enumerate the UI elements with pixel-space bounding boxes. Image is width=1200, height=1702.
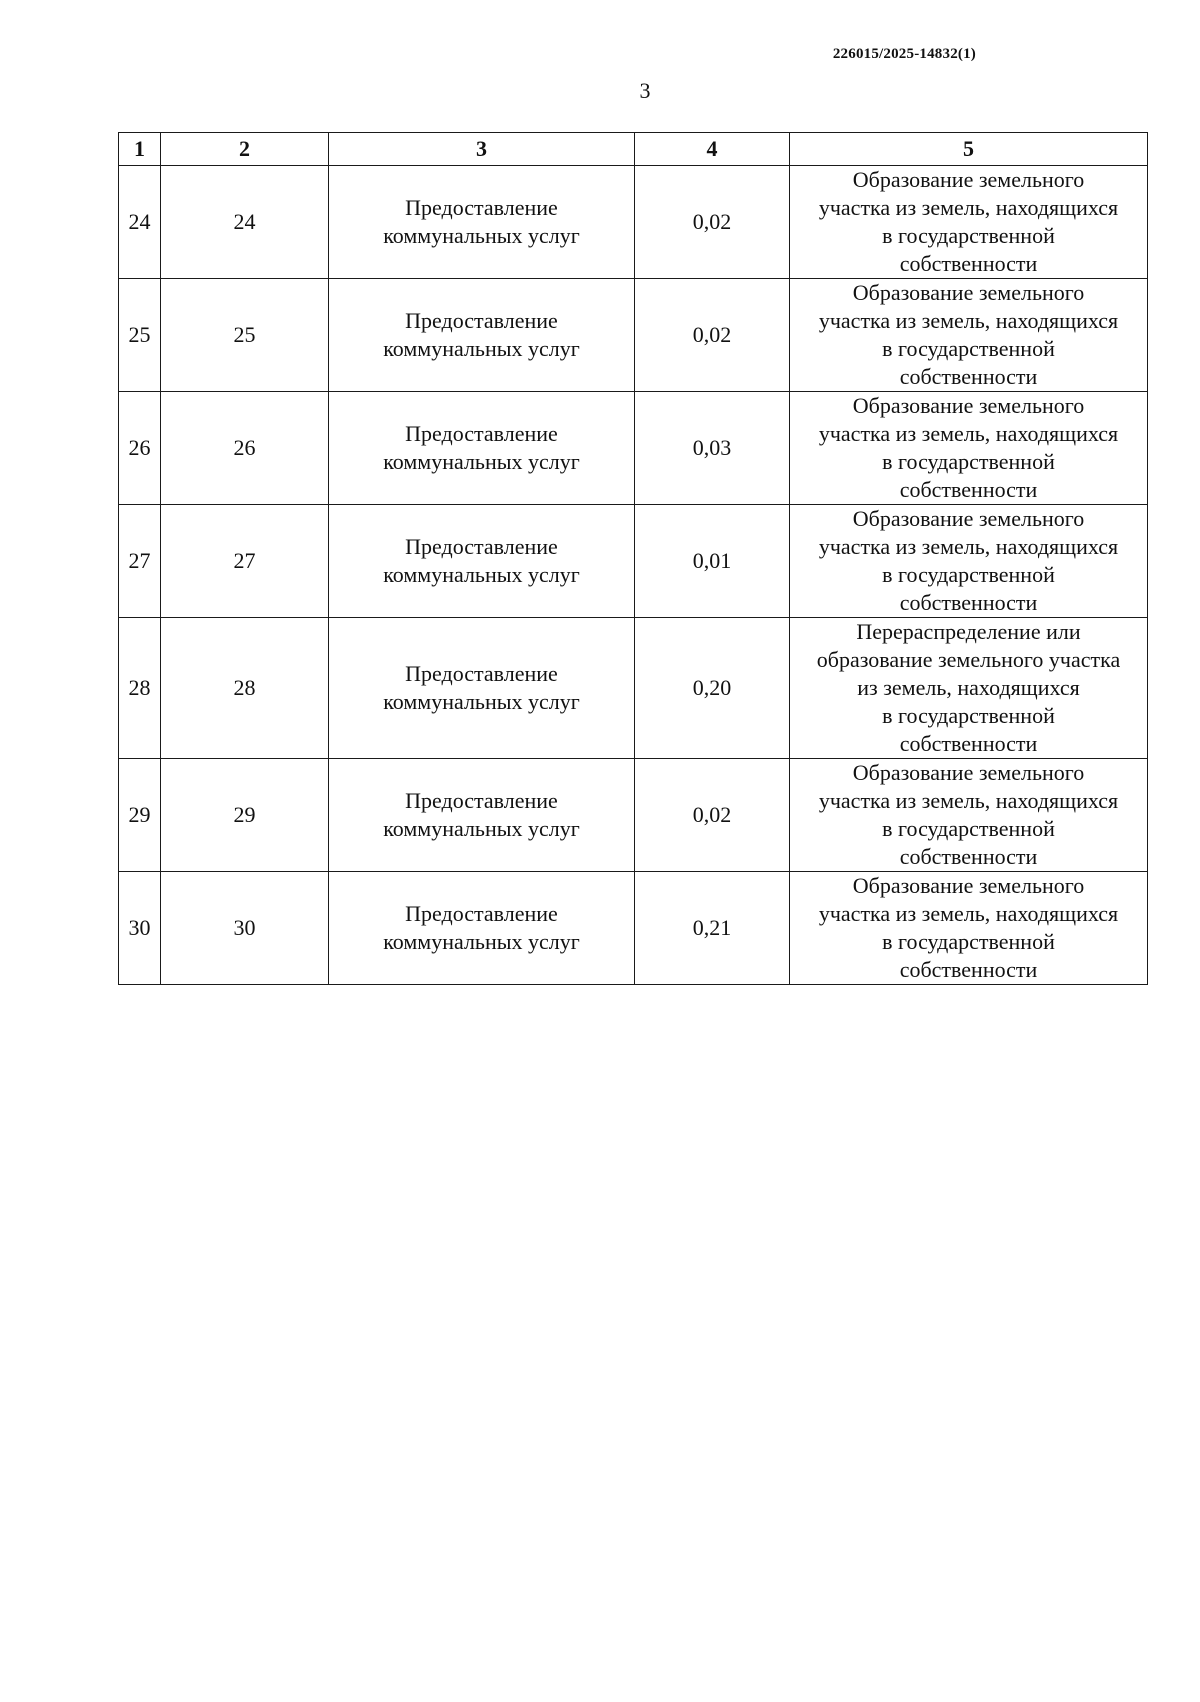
- table-row: [119, 872, 1148, 985]
- purpose-line: Предоставление: [405, 421, 558, 446]
- description-line: в государственной: [882, 929, 1055, 954]
- header-col-4: 4: [635, 133, 790, 166]
- cell-plot-number: 27: [161, 505, 329, 618]
- table-row: [119, 279, 1148, 392]
- purpose-line: коммунальных услуг: [383, 689, 580, 714]
- description-line: собственности: [899, 364, 1038, 389]
- cell-purpose: [329, 505, 635, 618]
- description-line: собственности: [899, 477, 1038, 502]
- description-line: собственности: [899, 590, 1038, 615]
- purpose-line: Предоставление: [405, 308, 558, 333]
- description-line: в государственной: [882, 703, 1055, 728]
- cell-area: 0,01: [635, 505, 790, 618]
- document-code: 226015/2025-14832(1): [832, 46, 976, 62]
- purpose-line: Предоставление: [405, 901, 558, 926]
- cell-area: 0,03: [635, 392, 790, 505]
- cell-number: 27: [119, 505, 161, 618]
- description-line: из земель, находящихся: [857, 675, 1080, 700]
- cell-area: 0,02: [635, 759, 790, 872]
- purpose-line: Предоставление: [405, 788, 558, 813]
- description-line: Перераспределение или: [856, 619, 1081, 644]
- description-line: участка из земель, находящихся: [818, 901, 1119, 926]
- header-col-2: 2: [161, 133, 329, 166]
- description-line: в государственной: [882, 223, 1055, 248]
- description-line: Образование земельного: [852, 506, 1085, 531]
- cell-area: 0,21: [635, 872, 790, 985]
- description-line: Образование земельного: [852, 280, 1085, 305]
- description-line: в государственной: [882, 336, 1055, 361]
- cell-purpose: [329, 166, 635, 279]
- cell-number: 28: [119, 618, 161, 759]
- purpose-line: Предоставление: [405, 534, 558, 559]
- land-plots-table: [118, 132, 1148, 985]
- purpose-line: коммунальных услуг: [383, 223, 580, 248]
- cell-number: 29: [119, 759, 161, 872]
- description-line: Образование земельного: [852, 760, 1085, 785]
- purpose-line: Предоставление: [405, 661, 558, 686]
- table-row: [119, 759, 1148, 872]
- description-line: образование земельного участка: [816, 647, 1121, 672]
- table-row: [119, 392, 1148, 505]
- cell-number: 24: [119, 166, 161, 279]
- purpose-line: коммунальных услуг: [383, 816, 580, 841]
- description-line: собственности: [899, 731, 1038, 756]
- cell-area: 0,02: [635, 166, 790, 279]
- purpose-line: коммунальных услуг: [383, 336, 580, 361]
- description-line: участка из земель, находящихся: [818, 195, 1119, 220]
- cell-purpose: [329, 279, 635, 392]
- purpose-line: Предоставление: [405, 195, 558, 220]
- cell-purpose: [329, 618, 635, 759]
- cell-plot-number: 30: [161, 872, 329, 985]
- description-line: Образование земельного: [852, 167, 1085, 192]
- description-line: собственности: [899, 957, 1038, 982]
- cell-number: 25: [119, 279, 161, 392]
- description-line: участка из земель, находящихся: [818, 421, 1119, 446]
- description-line: Образование земельного: [852, 393, 1085, 418]
- page-number: 3: [639, 78, 651, 103]
- cell-area: 0,20: [635, 618, 790, 759]
- cell-description: [790, 872, 1148, 985]
- cell-description: [790, 166, 1148, 279]
- cell-number: 26: [119, 392, 161, 505]
- cell-plot-number: 25: [161, 279, 329, 392]
- description-line: собственности: [899, 844, 1038, 869]
- cell-description: [790, 392, 1148, 505]
- table-header-row: [119, 133, 1148, 166]
- table-row: [119, 618, 1148, 759]
- cell-area: 0,02: [635, 279, 790, 392]
- purpose-line: коммунальных услуг: [383, 449, 580, 474]
- description-line: участка из земель, находящихся: [818, 308, 1119, 333]
- table-row: [119, 505, 1148, 618]
- cell-purpose: [329, 872, 635, 985]
- cell-description: [790, 279, 1148, 392]
- description-line: Образование земельного: [852, 873, 1085, 898]
- cell-plot-number: 29: [161, 759, 329, 872]
- purpose-line: коммунальных услуг: [383, 562, 580, 587]
- cell-description: [790, 505, 1148, 618]
- cell-plot-number: 24: [161, 166, 329, 279]
- description-line: участка из земель, находящихся: [818, 534, 1119, 559]
- cell-number: 30: [119, 872, 161, 985]
- cell-plot-number: 26: [161, 392, 329, 505]
- description-line: собственности: [899, 251, 1038, 276]
- cell-purpose: [329, 392, 635, 505]
- header-col-1: 1: [119, 133, 161, 166]
- description-line: участка из земель, находящихся: [818, 788, 1119, 813]
- table-row: [119, 166, 1148, 279]
- header-col-3: 3: [329, 133, 635, 166]
- purpose-line: коммунальных услуг: [383, 929, 580, 954]
- description-line: в государственной: [882, 816, 1055, 841]
- cell-description: [790, 618, 1148, 759]
- cell-plot-number: 28: [161, 618, 329, 759]
- description-line: в государственной: [882, 562, 1055, 587]
- cell-description: [790, 759, 1148, 872]
- header-col-5: 5: [790, 133, 1148, 166]
- description-line: в государственной: [882, 449, 1055, 474]
- cell-purpose: [329, 759, 635, 872]
